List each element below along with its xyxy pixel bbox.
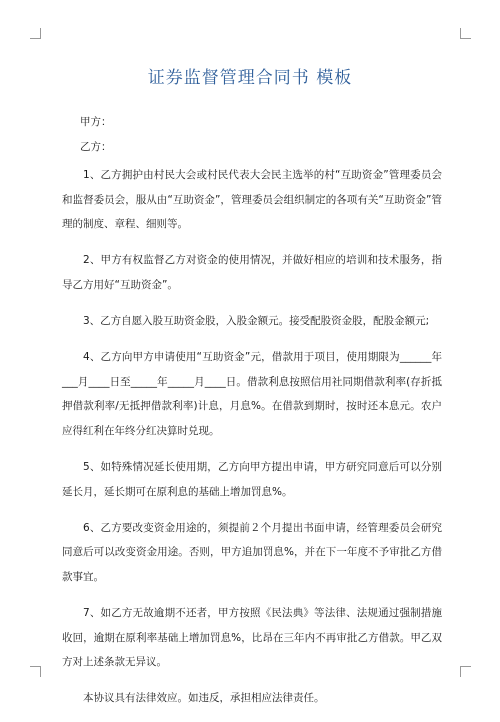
party-a-label: 甲方：	[80, 116, 112, 128]
clause-3: 3、乙方自愿入股互助资金股，入股金额元。接受配股资金股，配股金额元;	[83, 315, 430, 328]
clause-1: 1、乙方拥护由村民大会或村民代表大会民主选举的村“互助资金”管理委员会和监督委员会，服从由“互助资金”，管理委员会组织制定的各项有关“互助资金”管理的制度、章程、细则等。	[62, 169, 442, 231]
clause-4: 4、乙方向甲方申请使用“互助资金”元，借款用于项目，使用期限为______年___月____日至_____年_____月____日。借款利息按照信用社同期借款利率(存折抵押借款利率/无抵押借款利率)计息，月息%。在借款到期时，按时还本息元。农户应得红利在年终分红决算时兑现。	[62, 351, 442, 438]
closing-statement: 本协议具有法律效应。如违反，承担相应法律责任。	[83, 692, 325, 705]
crop-mark-top-right	[460, 28, 471, 39]
crop-mark-bottom-left	[30, 666, 41, 677]
clause-6: 6、乙方要改变资金用途的，须提前２个月提出书面申请，经管理委员会研究同意后可以改变资金用途。否则，甲方追加罚息%，并在下一年度不予审批乙方借款事宜。	[62, 521, 442, 583]
clause-2: 2、甲方有权监督乙方对资金的使用情况，并做好相应的培训和技术服务，指导乙方用好“互助资金”。	[62, 254, 442, 292]
document-title: 证券监督管理合同书 模板	[147, 68, 353, 88]
document-body	[62, 110, 442, 722]
clause-7: 7、如乙方无故逾期不还者，甲方按照《民法典》等法律、法规通过强制措施收回，逾期在原利率基础上增加罚息%，比昂在三年内不再审批乙方借款。甲乙双方对上述条款无异议。	[62, 607, 442, 669]
crop-mark-top-left	[30, 28, 41, 39]
crop-mark-bottom-right	[460, 666, 471, 677]
clause-5: 5、如特殊情况延长使用期，乙方向甲方提出申请，甲方研究同意后可以分别延长月，延长期可在原利息的基础上增加罚息%。	[62, 461, 442, 498]
party-b-label: 乙方：	[80, 140, 112, 153]
